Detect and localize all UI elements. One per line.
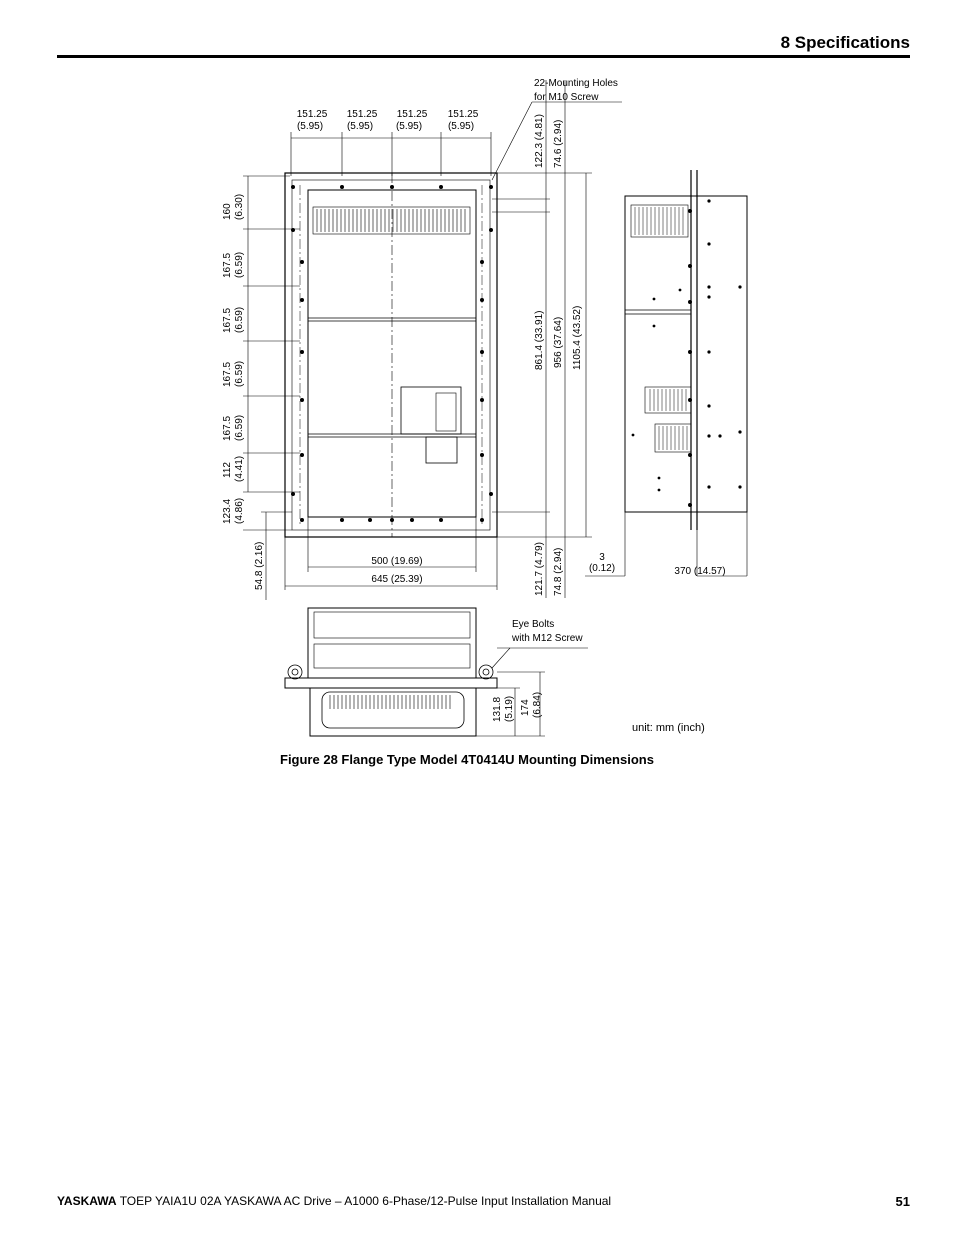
- top-spacing-2-in: (5.95): [346, 121, 374, 132]
- top-spacing-3-mm: 151.25: [396, 109, 428, 120]
- left-dim-6-in: (4.41): [234, 455, 245, 482]
- left-dim-3-mm: 167.5: [222, 307, 233, 333]
- figure-caption: Figure 28 Flange Type Model 4T0414U Mounting Dimensions: [280, 752, 654, 767]
- left-dim-4-in: (6.59): [234, 360, 245, 387]
- dim-1105-4: 1105.4 (43.52): [572, 305, 583, 370]
- top-spacing-4-mm: 151.25: [447, 109, 479, 120]
- left-dim-7-in: (4.86): [234, 497, 245, 524]
- mounting-holes-label-2: for M10 Screw: [534, 92, 599, 103]
- dim-645: 645 (25.39): [371, 574, 423, 585]
- eye-bolts-label-1: Eye Bolts: [512, 619, 555, 630]
- dim-54-8: 54.8 (2.16): [254, 541, 265, 590]
- eye-bolts-label-2: with M12 Screw: [512, 633, 583, 644]
- dim-956: 956 (37.64): [553, 316, 564, 368]
- dim-370: 370 (14.57): [674, 566, 726, 577]
- page-number: 51: [895, 1194, 910, 1209]
- dim-122-3: 122.3 (4.81): [534, 114, 545, 168]
- dim-3-in: (0.12): [588, 563, 616, 574]
- mounting-holes-label-1: 22-Mounting Holes: [534, 78, 618, 89]
- top-spacing-4-in: (5.95): [447, 121, 475, 132]
- dim-861-4: 861.4 (33.91): [534, 310, 545, 370]
- front-view: [285, 173, 497, 537]
- top-dimensions: [291, 132, 491, 176]
- dim-74-6: 74.6 (2.94): [553, 119, 564, 168]
- left-dim-2-in: (6.59): [234, 251, 245, 278]
- left-dim-2-mm: 167.5: [222, 252, 233, 278]
- top-spacing-2-mm: 151.25: [346, 109, 378, 120]
- dim-131-8-in: (5.19): [504, 695, 515, 722]
- dim-131-8-mm: 131.8: [492, 696, 503, 722]
- left-dim-1-mm: 160: [222, 203, 233, 220]
- left-dim-7-mm: 123.4: [222, 498, 233, 524]
- top-spacing-1-mm: 151.25: [296, 109, 328, 120]
- left-dim-5-mm: 167.5: [222, 415, 233, 441]
- top-spacing-1-in: (5.95): [296, 121, 324, 132]
- dim-3-mm: 3: [599, 552, 605, 563]
- dim-74-8: 74.8 (2.94): [553, 547, 564, 596]
- dim-500: 500 (19.69): [371, 556, 423, 567]
- dim-174-in: (6.84): [532, 691, 543, 718]
- unit-note: unit: mm (inch): [632, 722, 705, 734]
- dim-121-7: 121.7 (4.79): [534, 542, 545, 596]
- left-dim-5-in: (6.59): [234, 414, 245, 441]
- side-view: [585, 170, 747, 576]
- footer-text: TOEP YAIA1U 02A YASKAWA AC Drive – A1000 6-Phase/12-Pulse Input Installation Manual: [116, 1194, 612, 1208]
- top-spacing-3-in: (5.95): [395, 121, 423, 132]
- section-title: 8 Specifications: [780, 33, 910, 52]
- left-dim-4-mm: 167.5: [222, 361, 233, 387]
- vent-grille: [313, 207, 470, 234]
- footer: [57, 1194, 611, 1208]
- footer-brand: YASKAWA: [57, 1194, 117, 1208]
- left-dim-3-in: (6.59): [234, 306, 245, 333]
- keypad: [401, 387, 461, 463]
- dim-174-mm: 174: [520, 699, 531, 716]
- left-dim-1-in: (6.30): [234, 193, 245, 220]
- left-dim-6-mm: 112: [222, 462, 233, 478]
